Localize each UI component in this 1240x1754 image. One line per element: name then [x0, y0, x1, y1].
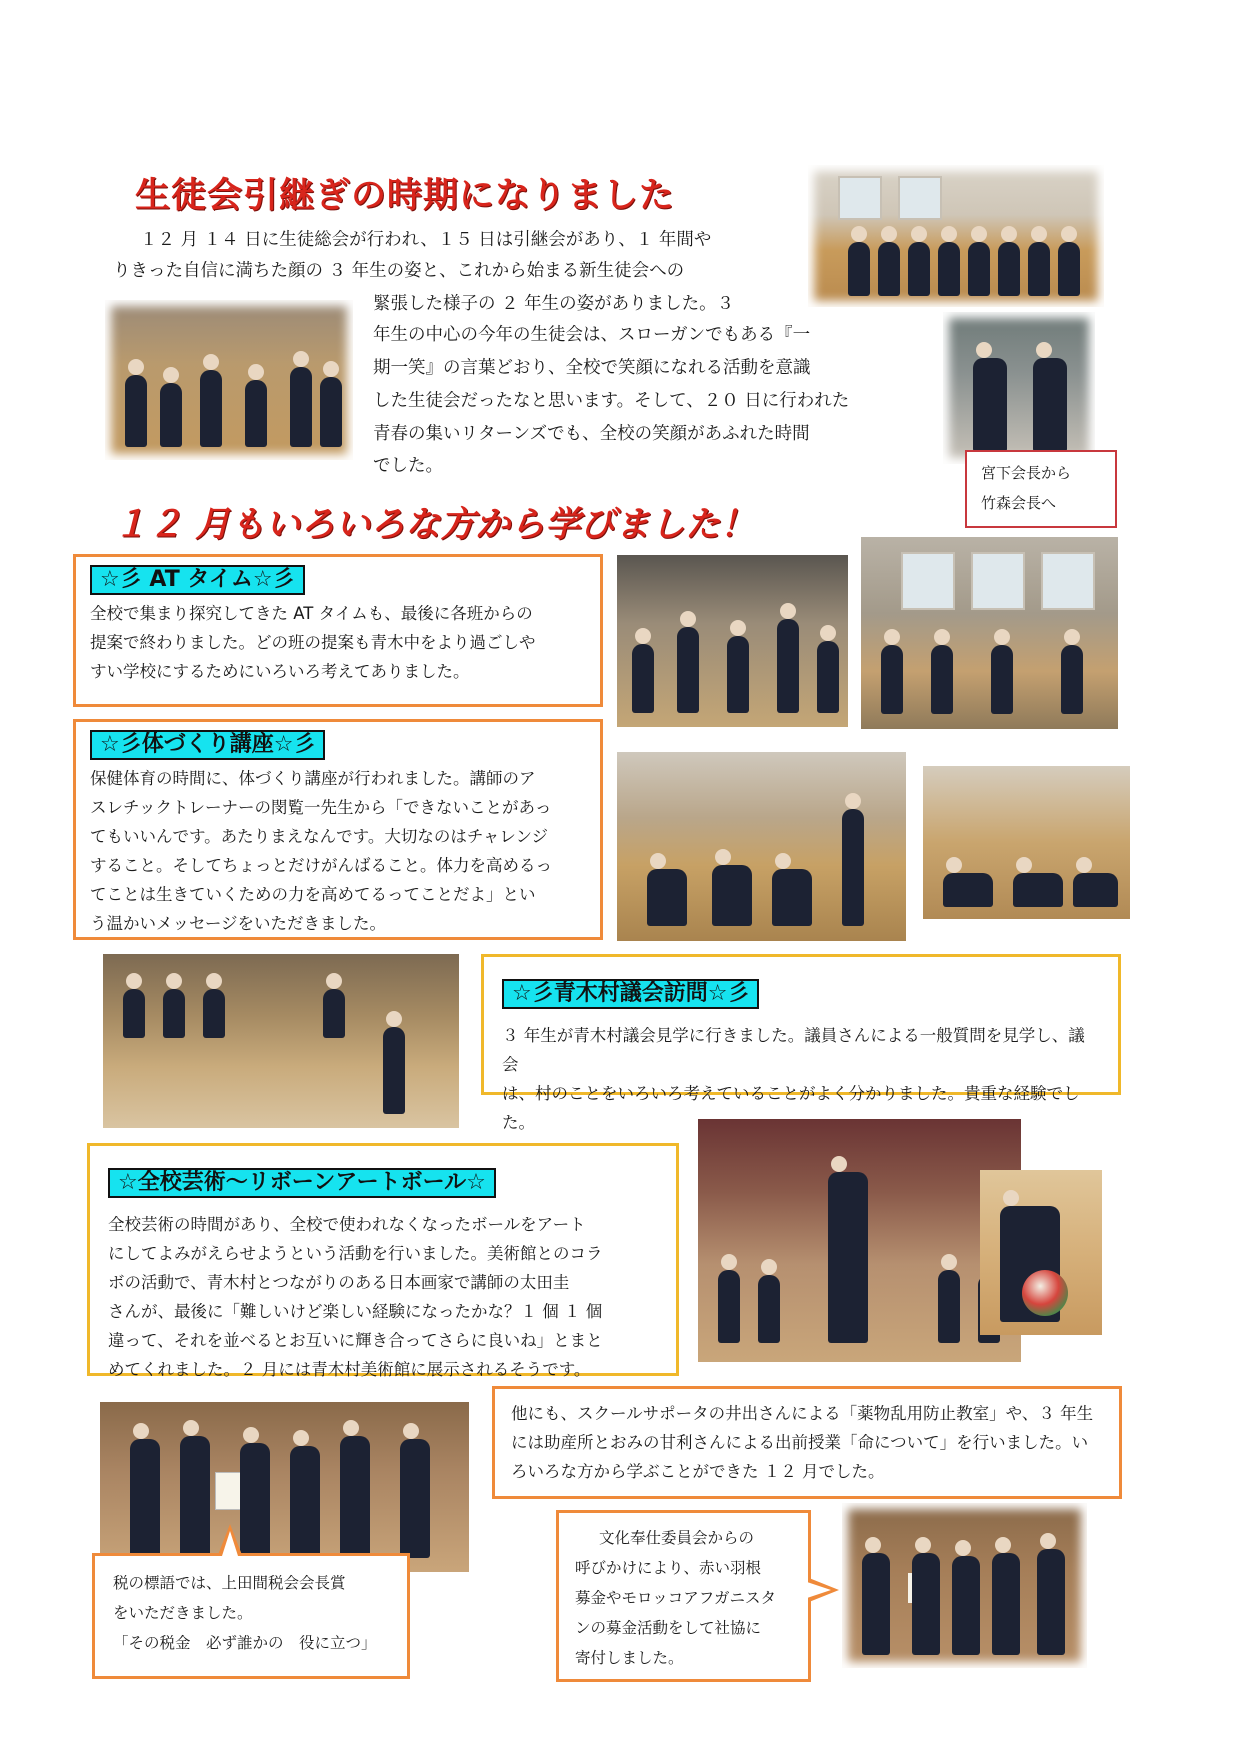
other-line-1: 他にも、スクールサポータの井出さんによる「薬物乱用防止教室」や、３ 年生	[511, 1404, 1094, 1423]
geijutsu-box	[87, 1143, 679, 1379]
geijutsu-line-5: 違って、それを並べるとお互いに輝き合ってさらに良いね」とまと	[108, 1331, 603, 1350]
geijutsu-line-3: ボの活動で、青木村とつながりのある日本画家で講師の太田圭	[108, 1273, 570, 1292]
photo-donation	[842, 1503, 1087, 1668]
at-time-line-1: 全校で集まり探究してきた AT タイムも、最後に各班からの	[90, 604, 533, 623]
photo-at-time-students	[617, 555, 848, 727]
zei-line-1: 税の標語では、上田間税会会長賞	[113, 1574, 346, 1592]
karada-line-6: う温かいメッセージをいただきました。	[90, 914, 387, 933]
geijutsu-line-1: 全校芸術の時間があり、全校で使われなくなったボールをアート	[108, 1215, 586, 1234]
tax-callout-tail-inner	[222, 1531, 238, 1556]
other-line-3: ろいろな方から学ぶことができた １２ 月でした。	[511, 1462, 885, 1481]
other-line-2: には助産所とおみの甘利さんによる出前授業「命について」を行いました。い	[511, 1433, 1089, 1452]
handshake-caption	[965, 450, 1117, 528]
photo-village-assembly	[103, 954, 459, 1128]
karada-heading: ☆彡体づくり講座☆彡	[90, 730, 325, 760]
gikai-heading: ☆彡青木村議会訪問☆彡	[502, 979, 759, 1009]
geijutsu-line-4: さんが、最後に「難しいけど楽しい経験になったかな？１ 個 １ 個	[108, 1302, 603, 1321]
gikai-box	[481, 954, 1121, 1132]
intro-line-8: でした。	[373, 456, 443, 476]
intro-line-6: した生徒会だったなと思います。そして、２０ 日に行われた	[373, 391, 850, 411]
bunka-line-5: 寄付しました。	[575, 1649, 684, 1667]
photo-at-time-hall	[861, 537, 1118, 729]
zei-line-3: 「その税金 必ず誰かの 役に立つ」	[113, 1634, 377, 1652]
caption-line-2: 竹森会長へ	[981, 494, 1057, 512]
intro-line-7: 青春の集いリターンズでも、全校の笑顔があふれた時間	[373, 424, 810, 444]
karada-line-3: てもいいんです。あたりまえなんです。大切なのはチャレンジ	[90, 827, 549, 846]
bunka-callout-tail-inner	[807, 1582, 831, 1598]
geijutsu-heading: ☆全校芸術～リボーンアートボール☆	[108, 1168, 496, 1198]
bunka-line-3: 募金やモロッコアフガニスタ	[575, 1589, 777, 1607]
photo-student-assembly	[808, 165, 1104, 307]
bunka-line-1: 文化奉仕委員会からの	[599, 1529, 755, 1547]
photo-handshake	[943, 312, 1095, 464]
at-time-heading: ☆彡 AT タイム☆彡	[90, 565, 305, 595]
karada-line-5: てことは生きていくための力を高めてるってことだよ」とい	[90, 885, 536, 904]
photo-art-lecturer	[698, 1119, 1021, 1362]
bunka-callout	[556, 1510, 811, 1682]
geijutsu-line-6: めてくれました。２ 月には青木村美術館に展示されるそうです。	[108, 1360, 591, 1379]
karada-line-4: すること。そしてちょっとだけがんばること。体力を高めるっ	[90, 856, 552, 875]
bunka-line-2: 呼びかけにより、赤い羽根	[575, 1559, 762, 1577]
photo-students-crouching	[105, 300, 353, 460]
intro-line-3: 緊張した様子の ２ 年生の姿がありました。３	[373, 294, 735, 314]
photo-tax-award	[100, 1402, 469, 1572]
caption-line-1: 宮下会長から	[981, 464, 1072, 482]
intro-line-2: りきった自信に満ちた顔の ３ 年生の姿と、これから始まる新生徒会への	[113, 261, 685, 281]
art-ball	[1022, 1270, 1068, 1316]
karada-line-2: スレチックトレーナーの閔覧一先生から「できないことがあっ	[90, 798, 552, 817]
photo-painting-ball	[980, 1170, 1102, 1335]
gikai-line-1: ３ 年生が青木村議会見学に行きました。議員さんによる一般質問を見学し、議会	[502, 1026, 1085, 1074]
intro-line-1: １２ 月 １４ 日に生徒総会が行われ、１５ 日は引継会があり、１ 年間や	[140, 230, 712, 250]
at-time-box	[73, 554, 603, 707]
gikai-line-2: は、村のことをいろいろ考えていることがよく分かりました。貴重な経験でした。	[502, 1084, 1080, 1132]
intro-line-5: 期一笑』の言葉どおり、全校で笑顔になれる活動を意識	[373, 358, 811, 378]
at-time-line-3: すい学校にするためにいろいろ考えてありました。	[90, 662, 470, 681]
intro-line-4: 年生の中心の今年の生徒会は、スローガンでもある『一	[373, 325, 811, 345]
other-box	[492, 1386, 1122, 1499]
tax-award-callout	[92, 1553, 410, 1679]
section-title-learning: １２ 月もいろいろな方から学びました！	[113, 505, 756, 545]
section-title-student-council: 生徒会引継ぎの時期になりました	[135, 176, 676, 216]
geijutsu-line-2: にしてよみがえらせようという活動を行いました。美術館とのコラ	[108, 1244, 603, 1263]
bunka-line-4: ンの募金活動をして社協に	[575, 1619, 762, 1637]
at-time-line-2: 提案で終わりました。どの班の提案も青木中をより過ごしや	[90, 633, 536, 652]
karada-line-1: 保健体育の時間に、体づくり講座が行われました。講師のア	[90, 769, 536, 788]
photo-karada-exercise-2	[923, 766, 1130, 919]
karada-box	[73, 719, 603, 940]
zei-line-2: をいただきました。	[113, 1604, 253, 1622]
photo-karada-exercise-1	[617, 752, 906, 941]
